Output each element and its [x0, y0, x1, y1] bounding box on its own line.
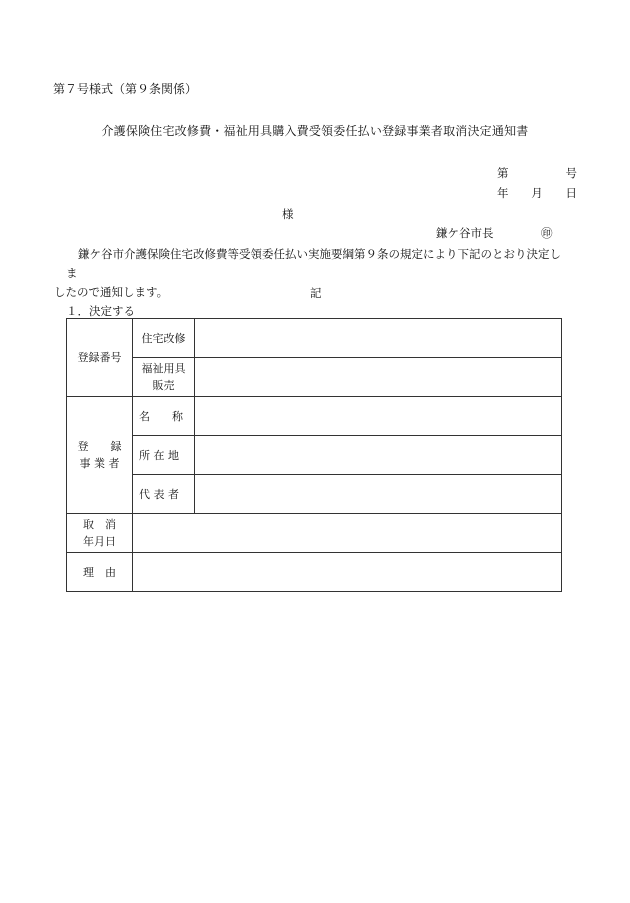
business-label-line2: 事 業 者 — [79, 457, 120, 470]
business-label-line1: 登 録 — [77, 440, 122, 453]
reason-value[interactable] — [133, 553, 562, 592]
reg-number-label: 登録番号 — [67, 319, 133, 397]
body-line-2: したので通知します。 — [54, 285, 169, 299]
date-month: 月 — [531, 186, 543, 200]
seal-mark: ㊞ — [541, 226, 553, 240]
business-location-label: 所 在 地 — [133, 436, 195, 475]
table-row — [67, 397, 562, 436]
housing-reform-label: 住宅改修 — [133, 319, 195, 358]
welfare-equipment-label — [133, 358, 195, 397]
section-heading: １．決定する — [66, 304, 135, 318]
form-number: 第７号様式（第９条関係） — [53, 82, 198, 96]
housing-reform-value[interactable] — [195, 319, 562, 358]
addressee-honorific: 様 — [282, 207, 294, 221]
issuer: 鎌ケ谷市長 — [436, 226, 494, 240]
representative-label: 代 表 者 — [133, 475, 195, 514]
cancel-date-value[interactable] — [133, 514, 562, 553]
doc-number-suffix: 号 — [565, 166, 577, 180]
welfare-label-line2: 販売 — [152, 379, 175, 392]
document-number — [497, 165, 577, 181]
table-row — [67, 358, 562, 397]
business-location-value[interactable] — [195, 436, 562, 475]
cancel-date-label — [67, 514, 133, 553]
body-line-1: 鎌ケ谷市介護保険住宅改修費等受領委任払い実施要綱第９条の規定により下記のとおり決定しま — [66, 247, 561, 280]
business-name-label: 名 称 — [133, 397, 195, 436]
date-day: 日 — [565, 186, 577, 200]
table-row — [67, 514, 562, 553]
business-name-value[interactable] — [195, 397, 562, 436]
table-row — [67, 553, 562, 592]
document-title: 介護保険住宅改修費・福祉用具購入費受領委任払い登録事業者取消決定通知書 — [101, 124, 529, 138]
cancel-date-label-line1: 取 消 — [83, 518, 116, 531]
registration-form-table — [66, 318, 562, 592]
table-row — [67, 475, 562, 514]
doc-number-prefix: 第 — [497, 166, 509, 180]
representative-value[interactable] — [195, 475, 562, 514]
cancel-date-label-line2: 年月日 — [83, 535, 116, 548]
table-row — [67, 319, 562, 358]
welfare-equipment-value[interactable] — [195, 358, 562, 397]
date-year: 年 — [497, 186, 509, 200]
document-date — [497, 185, 577, 201]
registered-business-label — [67, 397, 133, 514]
ki-marker: 記 — [310, 286, 322, 300]
welfare-label-line1: 福祉用具 — [141, 362, 186, 375]
reason-label: 理 由 — [67, 553, 133, 592]
table-row — [67, 436, 562, 475]
